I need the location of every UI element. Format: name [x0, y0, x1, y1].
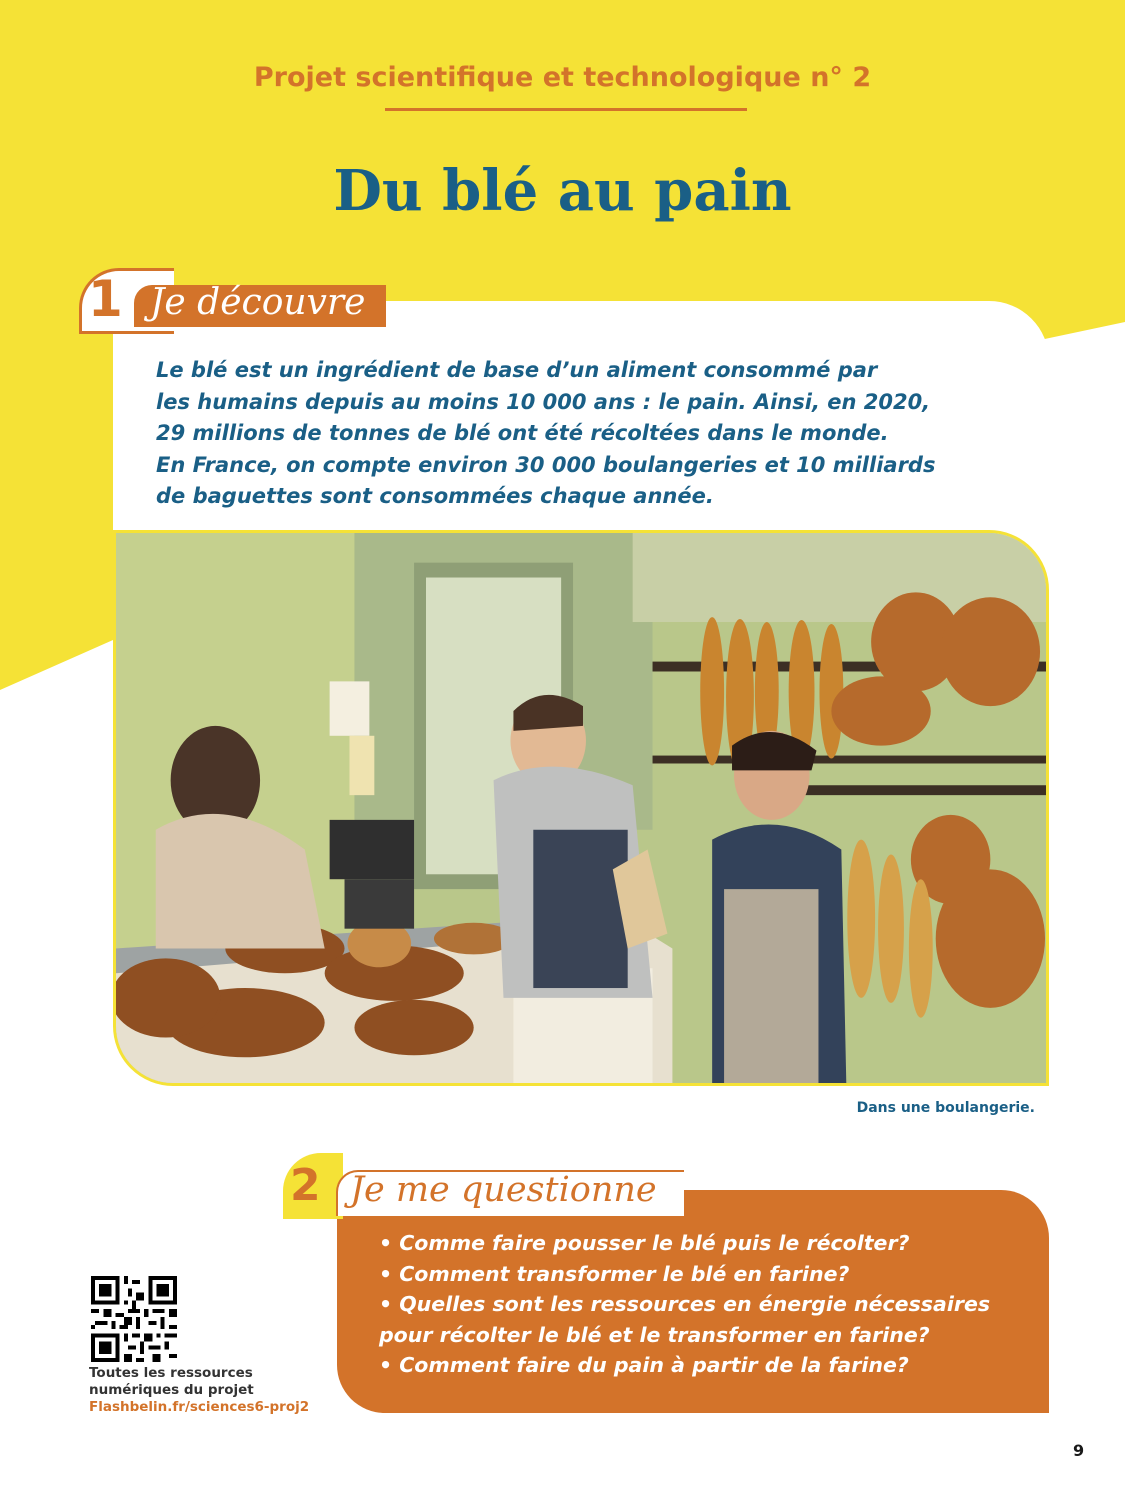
section-1-heading: Je découvre	[150, 282, 366, 323]
resources-note	[89, 1365, 309, 1416]
intro-line: 29 millions de tonnes de blé ont été récoltées dans le monde.	[156, 421, 889, 445]
question-item: • Comme faire pousser le blé puis le récolter?	[379, 1231, 910, 1255]
intro-paragraph	[156, 355, 976, 513]
intro-line: En France, on compte environ 30 000 boulangeries et 10 milliards	[156, 452, 936, 477]
section-2-number: 2	[290, 1160, 321, 1211]
resources-line: numériques du projet	[89, 1382, 254, 1398]
question-item: • Comment transformer le blé en farine?	[379, 1261, 850, 1286]
kicker-underline	[385, 108, 747, 111]
page-number: 9	[1073, 1441, 1085, 1460]
section-2-heading: Je me questionne	[350, 1170, 657, 1210]
resources-line: Toutes les ressources	[89, 1365, 253, 1381]
qr-code-icon[interactable]	[91, 1276, 177, 1362]
project-kicker: Projet scientifique et technologique n° 2	[253, 62, 872, 93]
question-item: pour récolter le blé et le transformer en farine?	[379, 1322, 930, 1347]
bakery-photo	[113, 530, 1049, 1086]
questions-list	[379, 1228, 1029, 1381]
question-item: • Quelles sont les ressources en énergie nécessaires	[379, 1292, 991, 1316]
question-item: • Comment faire du pain à partir de la farine?	[379, 1353, 909, 1377]
resources-link[interactable]: Flashbelin.fr/sciences6-proj2	[89, 1399, 310, 1415]
intro-line: de baguettes sont consommées chaque année.	[156, 484, 714, 508]
page-title: Du blé au pain	[333, 158, 792, 224]
photo-caption: Dans une boulangerie.	[856, 1100, 1035, 1116]
intro-line: les humains depuis au moins 10 000 ans : le pain. Ainsi, en 2020,	[156, 389, 931, 414]
section-1-number: 1	[88, 270, 123, 328]
intro-line: Le blé est un ingrédient de base d’un aliment consommé par	[156, 358, 878, 382]
